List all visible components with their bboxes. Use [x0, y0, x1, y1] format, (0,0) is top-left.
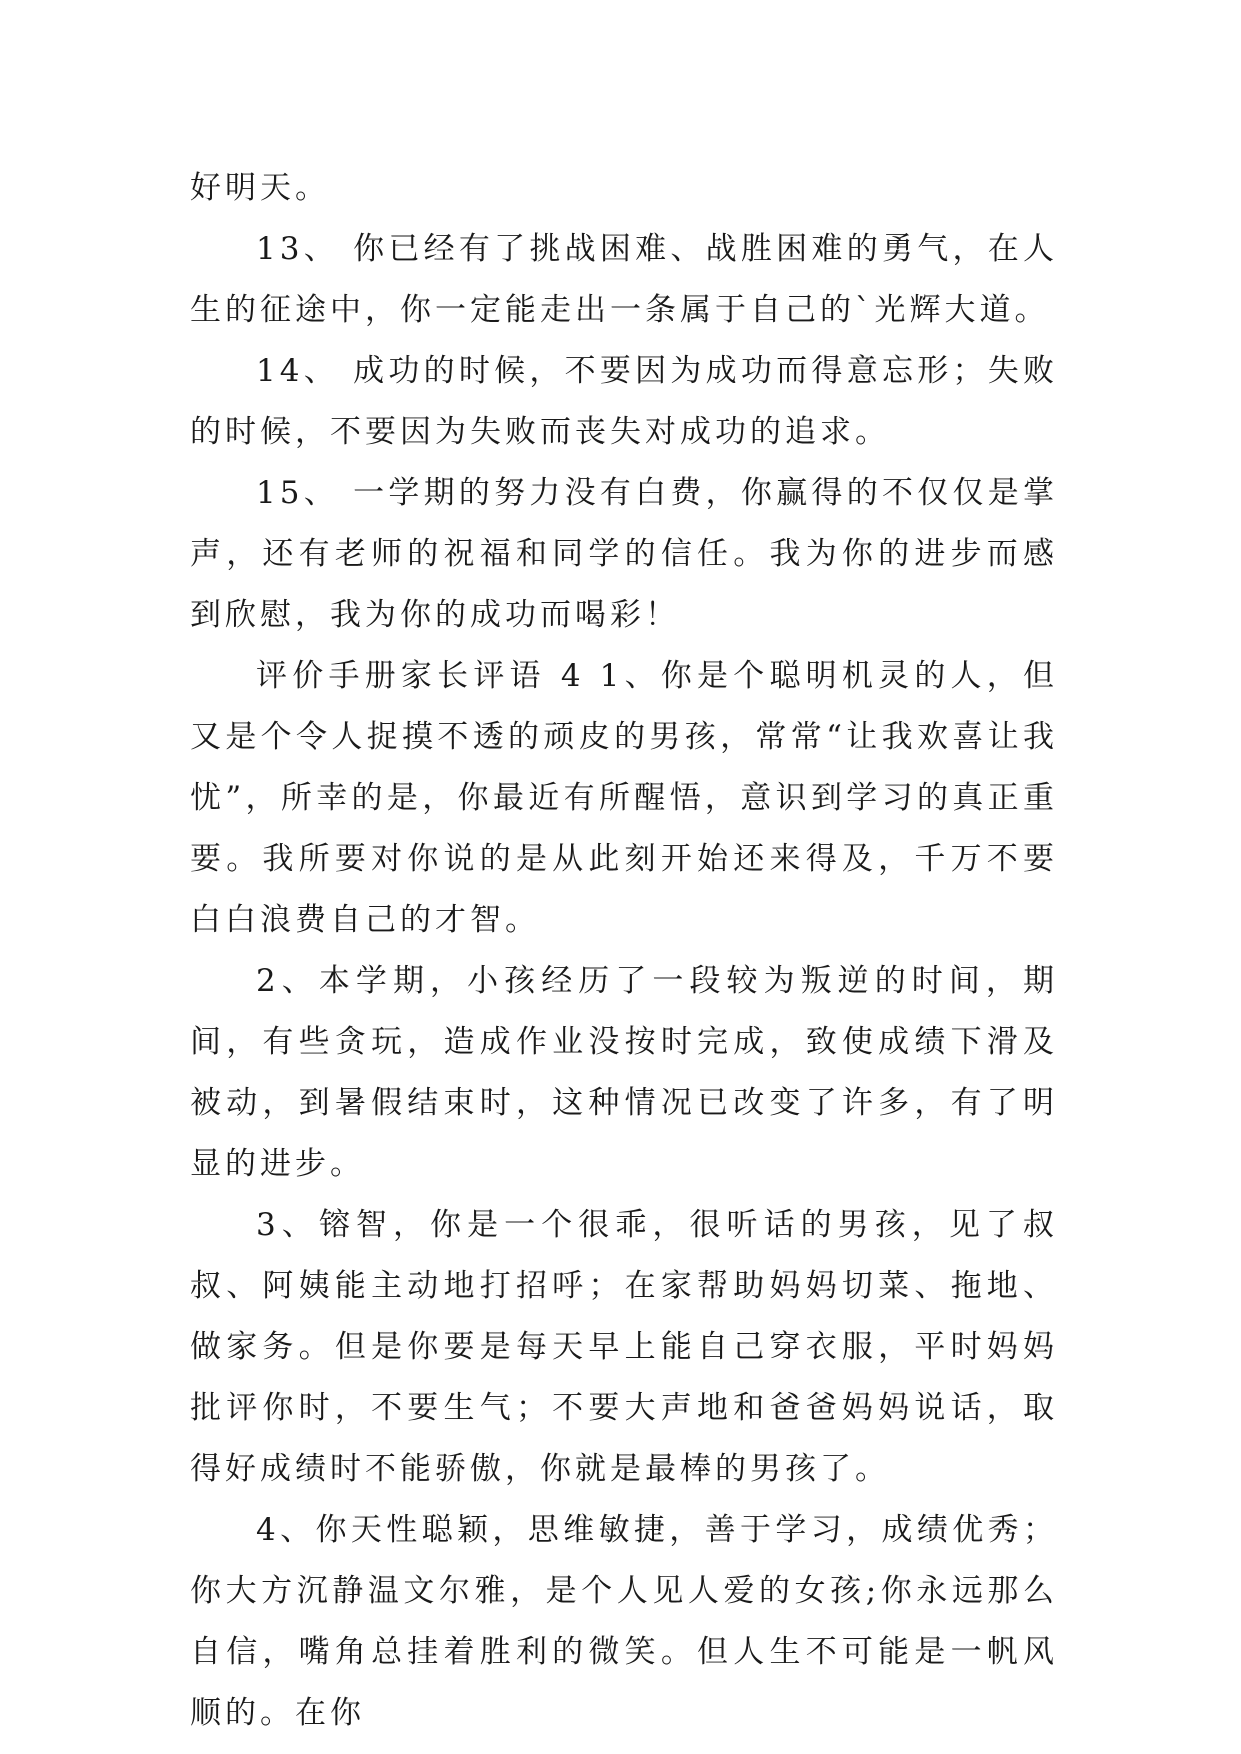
paragraph-item-4: 4、你天性聪颖，思维敏捷，善于学习，成绩优秀；你大方沉静温文尔雅，是个人见人爱的女孩;你永远那么自信，嘴角总挂着胜利的微笑。但人生不可能是一帆风顺的。在你	[190, 1512, 1058, 1731]
paragraph-item-2: 2、本学期，小孩经历了一段较为叛逆的时间，期间，有些贪玩，造成作业没按时完成，致使成绩下滑及被动，到暑假结束时，这种情况已改变了许多，有了明显的进步。	[190, 963, 1058, 1182]
paragraph-item-15: 15、 一学期的努力没有白费，你赢得的不仅仅是掌声，还有老师的祝福和同学的信任。我为你的进步而感到欣慰，我为你的成功而喝彩！	[190, 475, 1058, 633]
paragraph-item-13: 13、 你已经有了挑战困难、战胜困难的勇气，在人生的征途中，你一定能走出一条属于自己的`光辉大道。	[190, 231, 1058, 328]
paragraph-item-14: 14、 成功的时候，不要因为成功而得意忘形；失败的时候，不要因为失败而丧失对成功的追求。	[190, 353, 1058, 450]
paragraph-section-4-item-1: 评价手册家长评语 4 1、你是个聪明机灵的人，但又是个令人捉摸不透的顽皮的男孩，常常“让我欢喜让我忧”，所幸的是，你最近有所醒悟，意识到学习的真正重要。我所要对你说的是从此刻开始还来得及，千万不要白白浪费自己的才智。	[190, 658, 1058, 938]
paragraph-continuation: 好明天。	[190, 170, 330, 206]
document-body	[190, 158, 1058, 1744]
paragraph-item-3: 3、镕智，你是一个很乖，很听话的男孩，见了叔叔、阿姨能主动地打招呼；在家帮助妈妈切菜、拖地、做家务。但是你要是每天早上能自己穿衣服，平时妈妈批评你时，不要生气；不要大声地和爸爸妈妈说话，取得好成绩时不能骄傲，你就是最棒的男孩了。	[190, 1207, 1058, 1487]
